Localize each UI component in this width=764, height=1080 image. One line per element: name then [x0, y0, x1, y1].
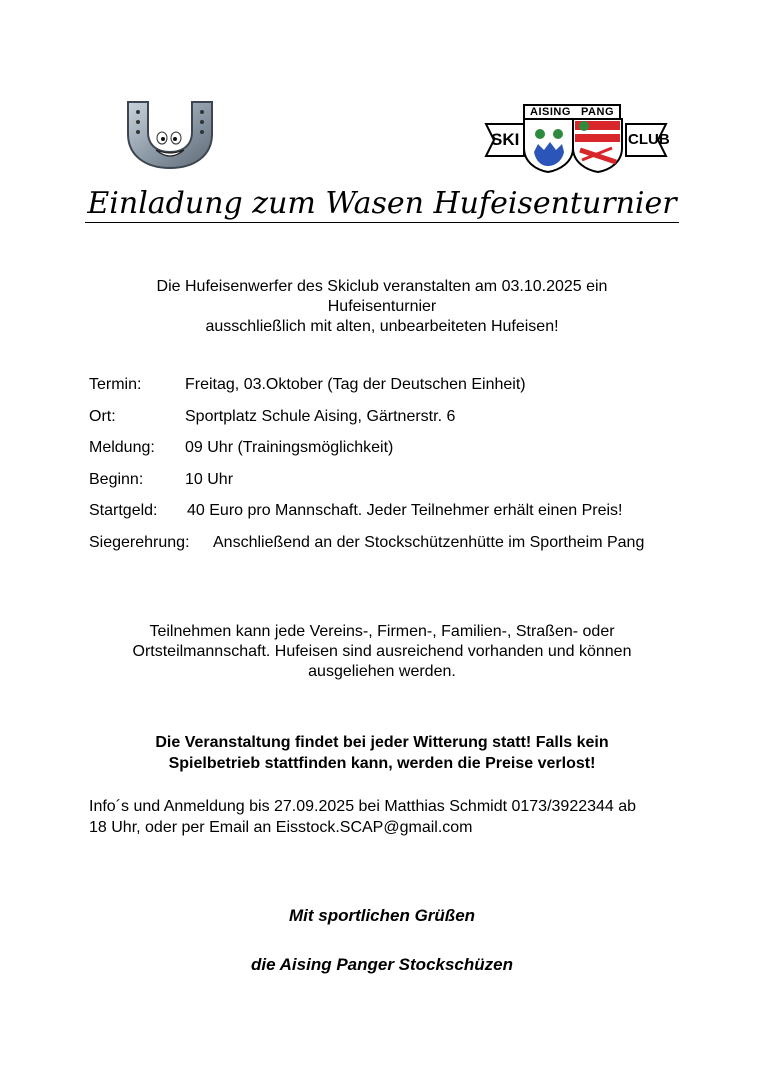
detail-row-ort	[89, 407, 729, 439]
weather-notice	[0, 732, 764, 774]
detail-row-startgeld	[89, 501, 729, 533]
page-title-text: Einladung zum Wasen Hufeisenturnier	[87, 186, 677, 221]
detail-label: Siegerehrung:	[89, 533, 190, 551]
detail-value: Freitag, 03.Oktober (Tag der Deutschen Einheit)	[185, 376, 526, 393]
detail-row-siegerehrung	[89, 533, 729, 565]
participation-paragraph	[0, 622, 764, 682]
detail-value: 40 Euro pro Mannschaft. Jeder Teilnehmer erhält einen Preis!	[187, 502, 623, 519]
info-line: Info´s und Anmeldung bis 27.09.2025 bei Matthias Schmidt 0173/3922344 ab	[89, 798, 637, 815]
horseshoe-mascot-icon	[118, 98, 222, 170]
crest-top-right: PANG	[581, 106, 614, 118]
notice-line: Spielbetrieb stattfinden kann, werden die Preise verlost!	[168, 755, 596, 772]
page-title	[0, 186, 764, 222]
detail-value: Anschließend an der Stockschützenhütte im Sportheim Pang	[213, 533, 645, 551]
intro-line: Hufeisenturnier	[327, 298, 437, 315]
detail-row-termin	[89, 375, 729, 407]
ski-club-crest-icon	[478, 104, 674, 174]
detail-label: Beginn:	[89, 470, 144, 488]
intro-paragraph	[0, 277, 764, 337]
detail-row-beginn	[89, 470, 729, 502]
detail-value: 09 Uhr (Trainingsmöglichkeit)	[185, 439, 394, 456]
detail-label: Startgeld:	[89, 502, 158, 519]
detail-value: Sportplatz Schule Aising, Gärtnerstr. 6	[185, 407, 456, 425]
closing-greeting: Mit sportlichen Grüßen	[288, 906, 476, 925]
crest-left-word: SKI	[491, 130, 520, 149]
detail-label: Ort:	[89, 407, 116, 425]
participation-line: Teilnehmen kann jede Vereins-, Firmen-, Familien-, Straßen- oder	[149, 623, 615, 640]
crest-right-word: CLUB	[628, 131, 670, 148]
crest-top-left: AISING	[530, 106, 571, 118]
intro-line: ausschließlich mit alten, unbearbeiteten Hufeisen!	[205, 318, 559, 335]
participation-line: Ortsteilmannschaft. Hufeisen sind ausreichend vorhanden und können	[132, 643, 632, 660]
intro-line: Die Hufeisenwerfer des Skiclub veranstalten am 03.10.2025 ein	[156, 278, 608, 295]
notice-line: Die Veranstaltung findet bei jeder Witterung statt! Falls kein	[155, 734, 609, 751]
registration-info	[89, 796, 739, 838]
detail-row-meldung	[89, 438, 729, 470]
participation-line: ausgeliehen werden.	[308, 663, 456, 680]
event-details	[89, 375, 729, 564]
detail-label: Meldung:	[89, 439, 155, 456]
detail-value: 10 Uhr	[185, 470, 234, 488]
closing-signature: die Aising Panger Stockschüzen	[251, 955, 513, 974]
info-line: 18 Uhr, oder per Email an Eisstock.SCAP@gmail.com	[89, 819, 473, 836]
detail-label: Termin:	[89, 376, 142, 393]
